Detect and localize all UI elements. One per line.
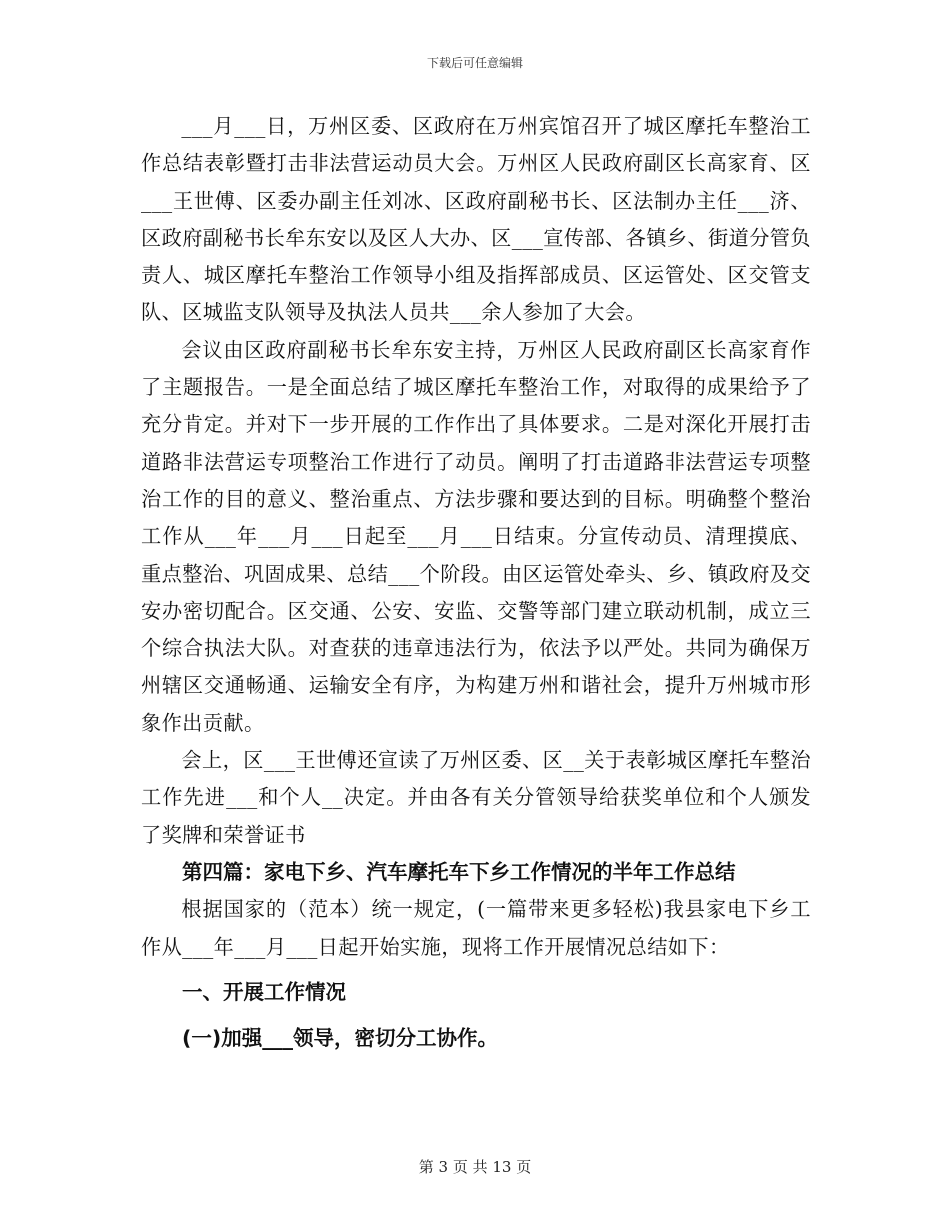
paragraph-meeting-report: 会议由区政府副秘书长牟东安主持，万州区人民政府副区长高家育作了主题报告。一是全面总结了城区摩托车整治工作，对取得的成果给予了充分肯定。并对下一步开展的工作作出了具体要求。二是对深化开展打击道路非法营运专项整治工作进行了动员。阐明了打击道路非法营运专项整治工作的目的意义、整治重点、方法步骤和要达到的目标。明确整个整治工作从___年___月___日起至___月___日结束。分宣传动员、清理摸底、重点整治、巩固成果、总结___个阶段。由区运管处牵头、乡、镇政府及交安办密切配合。区交通、公安、安监、交警等部门建立联动机制，成立三个综合执法大队。对查获的违章违法行为，依法予以严处。共同为确保万州辖区交通畅通、运输安全有序，为构建万州和谐社会，提升万州城市形象作出贡献。 (141, 337, 811, 735)
heading-work-status: 一、开展工作情况 (182, 979, 346, 1004)
paragraph-meeting-intro: ___月___日，万州区委、区政府在万州宾馆召开了城区摩托车整治工作总结表彰暨打击非法营运动员大会。万州区人民政府副区长高家育、区___王世傅、区委办副主任刘冰、区政府副秘书长、区法制办主任___济、区政府副秘书长牟东安以及区人大办、区___宣传部、各镇乡、街道分管负责人、城区摩托车整治工作领导小组及指挥部成员、区运管处、区交管支队、区城监支队领导及执法人员共___余人参加了大会。 (141, 114, 811, 325)
document-body (141, 108, 811, 1058)
paragraph-section-intro: 根据国家的（范本）统一规定，(一篇带来更多轻松)我县家电下乡工作从___年___月___日起开始实施，现将工作开展情况总结如下： (141, 897, 811, 959)
page-header: 下载后可任意编辑 (426, 56, 523, 70)
section-title: 第四篇：家电下乡、汽车摩托车下乡工作情况的半年工作总结 (182, 859, 736, 884)
page-number: 第 3 页 共 13 页 (418, 1158, 532, 1176)
paragraph-commendation: 会上，区___王世傅还宣读了万州区委、区__关于表彰城区摩托车整治工作先进___和个人__决定。并由各有关分管领导给获奖单位和个人颁发了奖牌和荣誉证书 (141, 748, 811, 847)
heading-strengthen-leadership: (一)加强___领导，密切分工协作。 (182, 1025, 498, 1050)
